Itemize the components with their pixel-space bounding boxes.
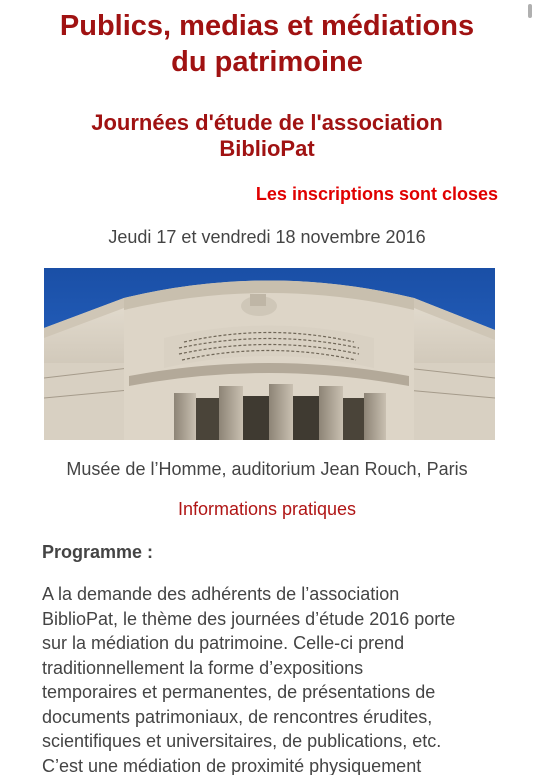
programme-line: traditionnellement la forme d’expositions	[42, 657, 364, 678]
page-title-line-1: Publics, medias et médiations	[59, 10, 475, 42]
event-dates: Jeudi 17 et vendredi 18 novembre 2016	[108, 227, 426, 247]
programme-line: documents patrimoniaux, de rencontres érudites,	[42, 706, 433, 727]
practical-info-link[interactable]: Informations pratiques	[177, 499, 357, 519]
page-subtitle	[20, 110, 514, 162]
venue-caption: Musée de l’Homme, auditorium Jean Rouch, Paris	[66, 459, 468, 479]
registration-closed-notice: Les inscriptions sont closes	[255, 184, 498, 204]
scrollbar-thumb[interactable]	[528, 4, 532, 18]
programme-text	[42, 582, 512, 775]
page-subtitle-line-1: Journées d'étude de l'association	[91, 110, 443, 135]
programme-heading: Programme :	[42, 542, 154, 562]
venue-photo	[44, 268, 495, 440]
programme-line: C’est une médiation de proximité physiquement	[42, 755, 422, 775]
programme-line: BiblioPat, le thème des journées d’étude 2016 porte	[42, 608, 456, 629]
programme-line: scientifiques et universitaires, de publications, etc.	[42, 731, 442, 751]
page-subtitle-line-2: BiblioPat	[219, 136, 315, 161]
programme-line: A la demande des adhérents de l’association	[42, 584, 400, 604]
programme-line: sur la médiation du patrimoine. Celle-ci prend	[42, 633, 405, 653]
programme-line: temporaires et permanentes, de présentations de	[42, 682, 436, 702]
page-title	[20, 8, 514, 80]
page-title-line-2: du patrimoine	[171, 46, 363, 78]
